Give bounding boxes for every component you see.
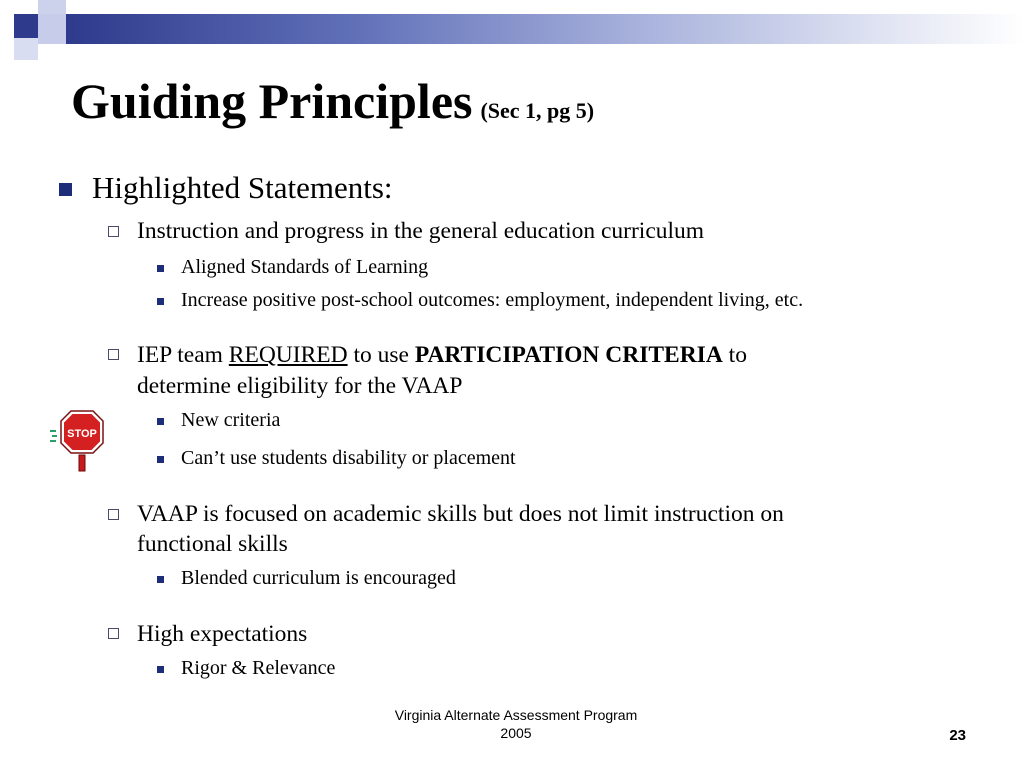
item2-part1: IEP team (137, 342, 229, 368)
item2-sub1: New criteria (181, 409, 281, 431)
bullet-small-square-icon (157, 265, 164, 272)
bullet-hollow-square-icon (108, 226, 119, 237)
item3-sub1: Blended curriculum is encouraged (181, 567, 456, 589)
item1-sub2: Increase positive post-school outcomes: employment, independent living, etc. (181, 289, 804, 311)
footer-line2: 2005 (500, 725, 532, 741)
item4-text: High expectations (137, 621, 308, 647)
bullet-hollow-square-icon (108, 628, 119, 639)
title-reference: (Sec 1, pg 5) (480, 98, 595, 123)
item3-line1: VAAP is focused on academic skills but does not limit instruction on (137, 501, 784, 527)
item1-sub1: Aligned Standards of Learning (181, 256, 429, 278)
stop-sign-label: STOP (67, 428, 97, 440)
bullet-small-square-icon (157, 298, 164, 305)
item2-criteria: PARTICIPATION CRITERIA (414, 342, 723, 368)
item1-text: Instruction and progress in the general education curriculum (137, 218, 705, 244)
stop-sign-icon (47, 405, 107, 475)
footer (356, 706, 676, 742)
bullet-hollow-square-icon (108, 509, 119, 520)
bullet-small-square-icon (157, 576, 164, 583)
item2-line2: determine eligibility for the VAAP (137, 373, 463, 399)
bullet-hollow-square-icon (108, 349, 119, 360)
item2-part3: to (722, 342, 747, 368)
motion-lines (50, 431, 57, 441)
item2-required: REQUIRED (228, 342, 348, 368)
item2-part2: to use (347, 342, 415, 368)
title-text: Guiding Principles (71, 73, 473, 129)
item2-line1 (137, 340, 747, 371)
bullet-square-icon (59, 183, 72, 196)
item4-sub1: Rigor & Relevance (181, 657, 336, 679)
bullet-small-square-icon (157, 666, 164, 673)
footer-line1: Virginia Alternate Assessment Program (394, 707, 638, 723)
main-bullet-text: Highlighted Statements: (92, 170, 393, 205)
bullet-small-square-icon (157, 418, 164, 425)
page-number: 23 (949, 727, 966, 744)
bullet-small-square-icon (157, 456, 164, 463)
item2-sub2: Can’t use students disability or placement (181, 447, 516, 469)
item3-line2: functional skills (137, 531, 288, 557)
